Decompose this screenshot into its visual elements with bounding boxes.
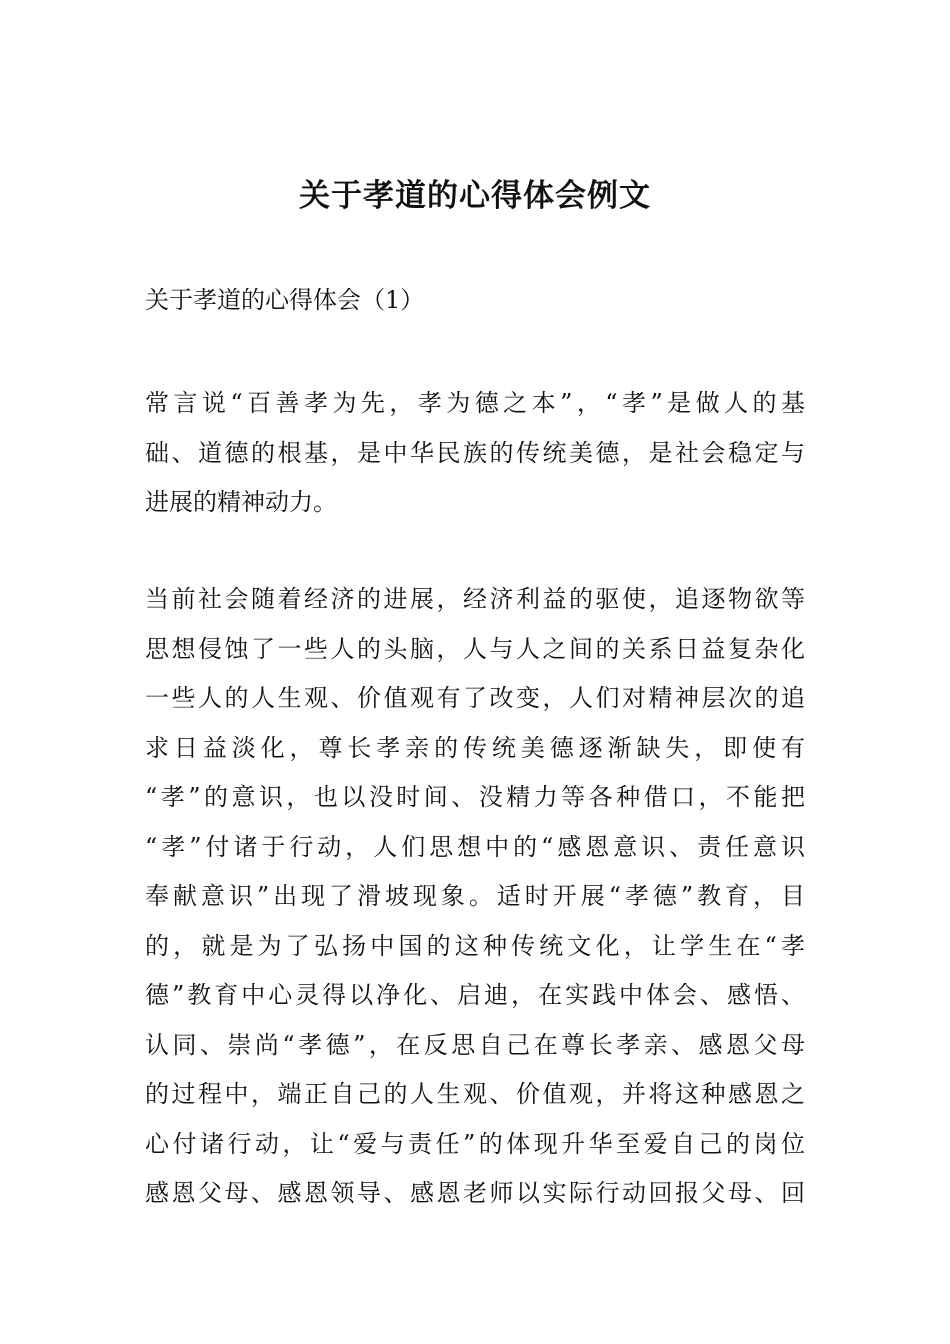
paragraph-line: 础、道德的根基，是中华民族的传统美德，是社会稳定与 [145,438,805,467]
paragraph-line: 当前社会随着经济的进展，经济利益的驱使，追逐物欲等 [145,585,805,613]
document-title: 关于孝道的心得体会例文 [299,178,651,214]
paragraph-2 [145,575,805,1219]
paragraph-line: 思想侵蚀了一些人的头脑，人与人之间的关系日益复杂化 [145,634,805,663]
paragraph-line: 认同、崇尚“孝德”，在反思自己在尊长孝亲、感恩父母 [145,1030,805,1059]
paragraph-line: 的，就是为了弘扬中国的这种传统文化，让学生在“孝 [145,931,805,960]
paragraph-line: “孝”的意识，也以没时间、没精力等各种借口，不能把 [145,783,805,811]
paragraph-line: 一些人的人生观、价值观有了改变，人们对精神层次的追 [145,684,805,712]
paragraph-line: 德”教育中心灵得以净化、启迪，在实践中体会、感悟、 [145,981,805,1009]
paragraph-line: 心付诸行动，让“爱与责任”的体现升华至爱自己的岗位 [145,1129,805,1158]
paragraph-line: 常言说“百善孝为先，孝为德之本”，“孝”是做人的基 [145,389,805,417]
paragraph-line: 求日益淡化，尊长孝亲的传统美德逐渐缺失，即使有 [145,733,805,762]
paragraph-line: 奉献意识”出现了滑坡现象。适时开展“孝德”教育，目 [145,882,805,910]
paragraph-line: “孝”付诸于行动，人们思想中的“感恩意识、责任意识 [145,832,805,861]
paragraph-line: 的过程中，端正自己的人生观、价值观，并将这种感恩之 [145,1080,805,1108]
paragraph-1 [145,379,805,528]
paragraph-line: 进展的精神动力。 [145,488,337,516]
paragraph-line: 感恩父母、感恩领导、感恩老师以实际行动回报父母、回 [145,1179,805,1207]
section-heading: 关于孝道的心得体会（1） [145,286,425,314]
